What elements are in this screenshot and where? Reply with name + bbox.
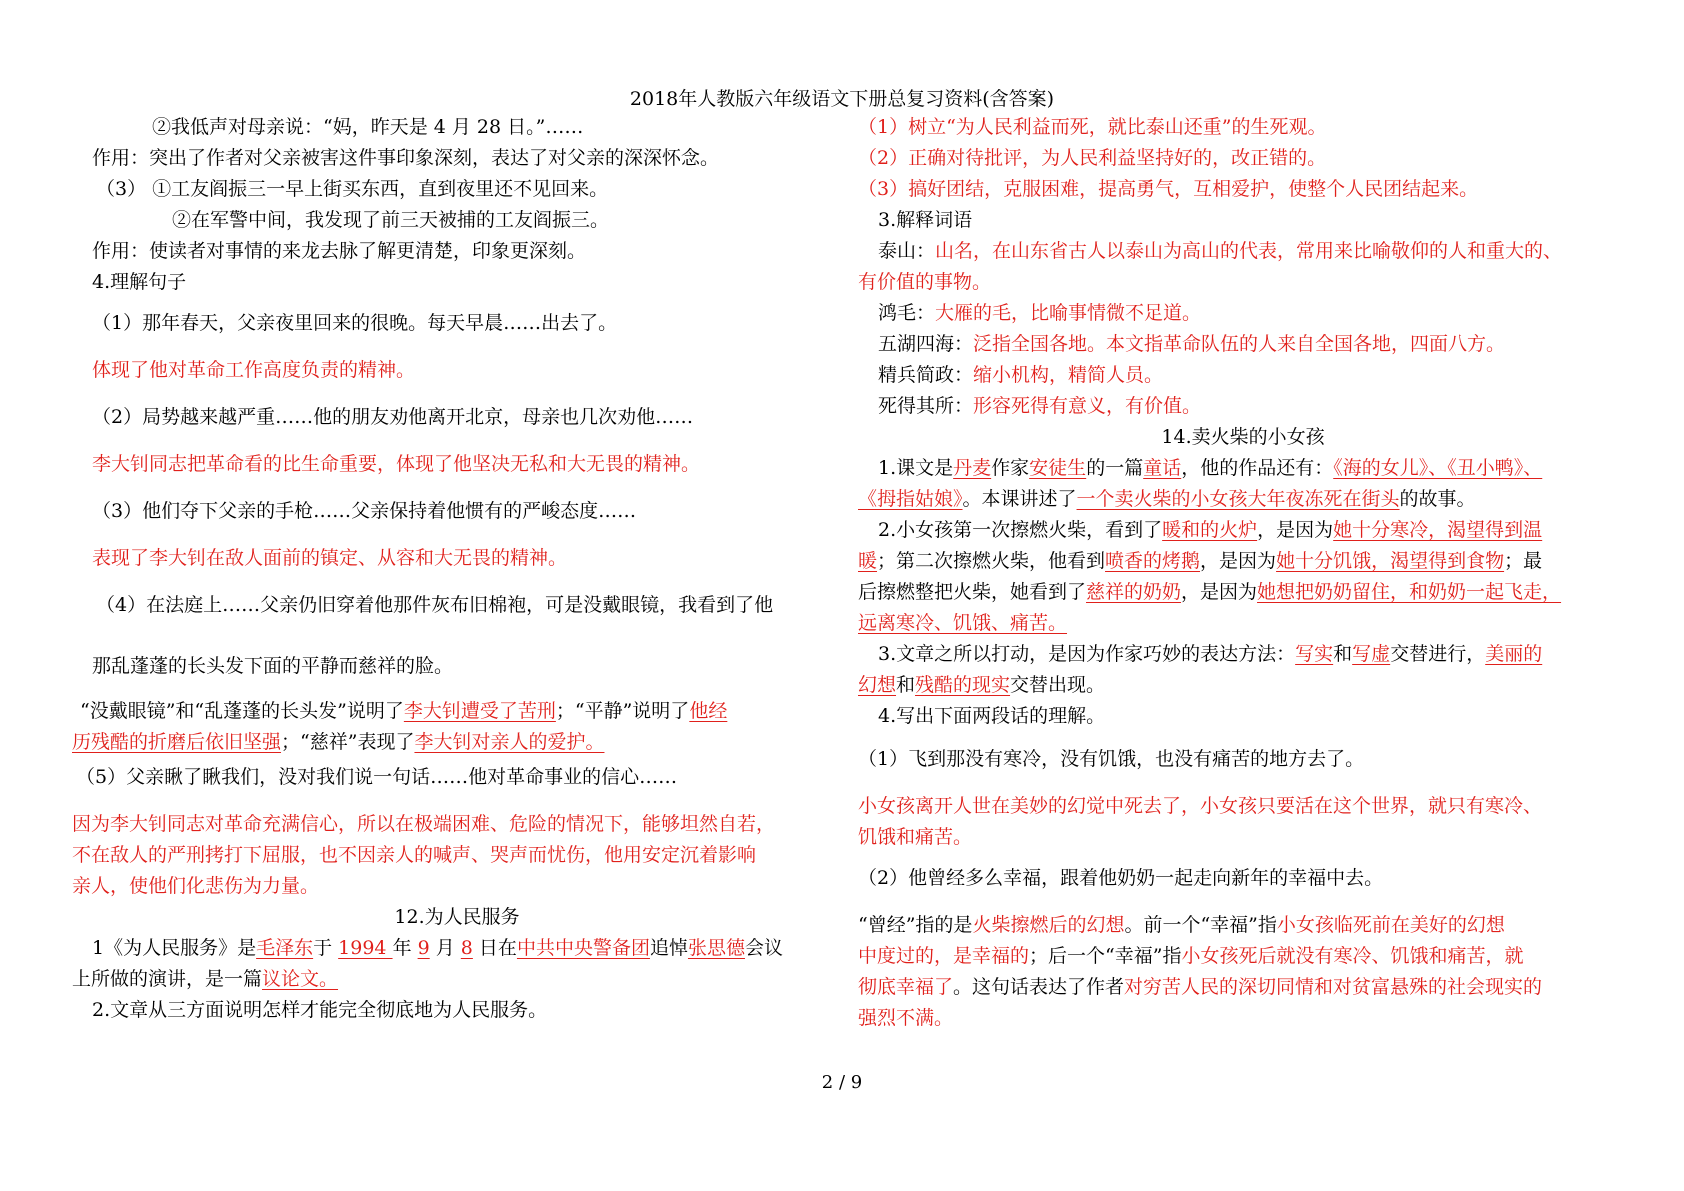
text-line: [858, 1003, 1628, 1034]
text-line: [858, 941, 1628, 972]
answer-blank: 安徒生: [1029, 457, 1087, 479]
answer-blank: 残酷的现实: [915, 674, 1011, 696]
answer-blank: 议论文。: [262, 968, 339, 990]
text-span: （2）他曾经多么幸福，跟着他奶奶一起走向新年的幸福中去。: [858, 867, 1384, 889]
text-line: [858, 744, 1628, 775]
answer-blank: 幻想: [858, 674, 897, 696]
text-line: [858, 298, 1628, 329]
text-line: [72, 112, 842, 143]
text-span: 精兵简政：: [878, 364, 974, 386]
answer-blank: 1994: [338, 937, 393, 959]
answer-text: 大雁的毛，比喻事情微不足道。: [935, 302, 1202, 324]
text-span: ；“慈祥”表现了: [281, 731, 415, 753]
answer-blank: 她十分饥饿，渴望得到食物: [1276, 550, 1505, 572]
answer-text: 对穷苦人民的深切同情和对贫富悬殊的社会现实的: [1124, 976, 1543, 998]
answer-blank: 远离寒冷、饥饿、痛苦。: [858, 612, 1068, 634]
answer-text: 山名，在山东省古人以泰山为高山的代表，常用来比喻敬仰的人和重大的、: [935, 240, 1563, 262]
answer-blank: 他经: [689, 700, 728, 722]
text-line: [858, 112, 1628, 143]
text-line: [858, 701, 1628, 732]
text-span: 追悼: [649, 937, 688, 959]
answer-blank: 童话: [1143, 457, 1182, 479]
left-column: [72, 112, 842, 1026]
text-line: [858, 205, 1628, 236]
text-line: [858, 791, 1628, 822]
text-span: 作家: [991, 457, 1030, 479]
text-span: 。前一个“幸福”指: [1124, 914, 1277, 936]
text-span: ；第二次擦燃火柴，他看到: [877, 550, 1106, 572]
answer-text: 缩小机构，精简人员。: [973, 364, 1164, 386]
text-line: [72, 355, 842, 386]
answer-blank: 她十分寒冷，渴望得到温: [1333, 519, 1543, 541]
text-line: [858, 236, 1628, 267]
answer-text: 体现了他对革命工作高度负责的精神。: [92, 359, 416, 381]
text-span: 交替进行，: [1390, 643, 1486, 665]
text-span: 上所做的演讲，是一篇: [72, 968, 263, 990]
answer-text: （3）搞好团结，克服困难，提高勇气，互相爱护，使整个人民团结起来。: [858, 178, 1479, 200]
text-span: 和: [1333, 643, 1353, 665]
text-line: [858, 910, 1628, 941]
answer-text: 小女孩临死前在美好的幻想: [1276, 914, 1505, 936]
text-span: 那乱蓬蓬的长头发下面的平静而慈祥的脸。: [92, 655, 454, 677]
answer-blank: 慈祥的奶奶: [1086, 581, 1182, 603]
text-span: “没戴眼镜”和“乱蓬蓬的长头发”说明了: [80, 700, 404, 722]
text-line: [72, 809, 842, 840]
text-span: ②我低声对母亲说：“妈，昨天是 4 月 28 日。”……: [152, 116, 584, 138]
answer-blank: 中共中央警备团: [516, 937, 650, 959]
text-line: [72, 762, 842, 793]
text-line: [858, 608, 1628, 639]
text-line: [72, 696, 842, 727]
answer-blank: 她想把奶奶留住，和奶奶一起飞走，: [1257, 581, 1562, 603]
text-span: 日在: [472, 937, 517, 959]
answer-text: 饥饿和痛苦。: [858, 826, 973, 848]
text-span: 作用：使读者对事情的来龙去脉了解更清楚，印象更深刻。: [92, 240, 587, 262]
answer-blank: 历残酷的折磨后依旧坚强: [72, 731, 282, 753]
answer-text: 火柴擦燃后的幻想: [972, 914, 1125, 936]
answer-text: 亲人，使他们化悲伤为力量。: [72, 875, 320, 897]
text-span: 1.课文是: [878, 457, 954, 479]
text-line: [72, 727, 842, 758]
answer-text: 彻底幸福了: [858, 976, 954, 998]
answer-text: （2）正确对待批评，为人民利益坚持好的，改正错的。: [858, 147, 1327, 169]
answer-blank: 喷香的烤鹅: [1105, 550, 1201, 572]
answer-text: 李大钊同志把革命看的比生命重要，体现了他坚决无私和大无畏的精神。: [92, 453, 701, 475]
text-line: [72, 964, 842, 995]
text-span: ②在军警中间，我发现了前三天被捕的工友阎振三。: [172, 209, 610, 231]
answer-blank: 暖和的火炉: [1162, 519, 1258, 541]
answer-text: 有价值的事物。: [858, 271, 992, 293]
text-span: （1）飞到那没有寒冷，没有饥饿，也没有痛苦的地方去了。: [858, 748, 1365, 770]
text-line: [858, 484, 1628, 515]
answer-text: （1）树立“为人民利益而死，就比泰山还重”的生死观。: [858, 116, 1327, 138]
answer-blank: 李大钊遭受了苦刑: [403, 700, 556, 722]
answer-text: 强烈不满。: [858, 1007, 954, 1029]
text-line: [858, 329, 1628, 360]
text-line: [72, 871, 842, 902]
answer-text: 不在敌人的严刑拷打下屈服，也不因亲人的喊声、哭声而忧伤，他用安定沉着影响: [72, 844, 757, 866]
text-line: [858, 639, 1628, 670]
text-span: （5）父亲瞅了瞅我们，没对我们说一句话……他对革命事业的信心……: [76, 766, 678, 788]
answer-blank: 丹麦: [953, 457, 992, 479]
text-line: [72, 308, 842, 339]
text-span: （2）局势越来越严重……他的朋友劝他离开北京，母亲也几次劝他……: [92, 406, 694, 428]
text-span: 的一篇: [1086, 457, 1144, 479]
text-span: ，是因为: [1257, 519, 1334, 541]
text-span: 交替出现。: [1010, 674, 1106, 696]
text-span: （1）那年春天，父亲夜里回来的很晚。每天早晨……出去了。: [92, 312, 618, 334]
text-span: 14.卖火柴的小女孩: [1161, 426, 1325, 448]
text-span: 4.理解句子: [92, 271, 187, 293]
answer-blank: 8: [460, 937, 473, 959]
answer-text: 因为李大钊同志对革命充满信心，所以在极端困难、危险的情况下，能够坦然自若，: [72, 813, 776, 835]
text-span: （3） ①工友阎振三一早上街买东西，直到夜里还不见回来。: [96, 178, 609, 200]
text-span: 3.文章之所以打动，是因为作家巧妙的表达方法：: [878, 643, 1296, 665]
text-span: 会议: [744, 937, 783, 959]
text-span: 2.小女孩第一次擦燃火柴，看到了: [878, 519, 1163, 541]
section-title: [858, 422, 1628, 453]
answer-blank: 张思德: [687, 937, 745, 959]
text-line: [72, 174, 842, 205]
answer-text: 中度过的，是幸福的: [858, 945, 1030, 967]
text-line: [858, 670, 1628, 701]
text-line: [72, 590, 842, 621]
text-line: [858, 515, 1628, 546]
answer-blank: 暖: [858, 550, 878, 572]
text-span: （3）他们夺下父亲的手枪……父亲保持着他惯有的严峻态度……: [92, 500, 637, 522]
text-span: 3.解释词语: [878, 209, 973, 231]
document-header: 2018年人教版六年级语文下册总复习资料(含答案): [629, 88, 1055, 110]
text-span: 五湖四海：: [878, 333, 974, 355]
text-span: 年: [392, 937, 418, 959]
text-span: 4.写出下面两段话的理解。: [878, 705, 1106, 727]
text-line: [72, 496, 842, 527]
text-span: ，他的作品还有：: [1181, 457, 1334, 479]
text-line: [858, 143, 1628, 174]
text-span: 12.为人民服务: [394, 906, 520, 928]
answer-text: 形容死得有意义，有价值。: [973, 395, 1202, 417]
text-line: [72, 543, 842, 574]
answer-blank: 美丽的: [1485, 643, 1543, 665]
text-span: ，是因为: [1200, 550, 1277, 572]
text-line: [858, 577, 1628, 608]
text-line: [72, 205, 842, 236]
text-line: [858, 822, 1628, 853]
text-line: [72, 236, 842, 267]
text-line: [858, 267, 1628, 298]
text-line: [72, 995, 842, 1026]
text-line: [858, 546, 1628, 577]
text-span: 后擦燃整把火柴，她看到了: [858, 581, 1087, 603]
text-line: [858, 972, 1628, 1003]
text-span: 月: [429, 937, 461, 959]
answer-blank: 毛泽东: [256, 937, 314, 959]
answer-blank: 9: [417, 937, 430, 959]
answer-blank: 一个卖火柴的小女孩大年夜冻死在街头: [1076, 488, 1400, 510]
answer-text: 泛指全国各地。本文指革命队伍的人来自全国各地，四面八方。: [973, 333, 1506, 355]
text-line: [858, 863, 1628, 894]
answer-blank: 《海的女儿》、《丑小鸭》、: [1333, 457, 1543, 479]
text-span: （4）在法庭上……父亲仍旧穿着他那件灰布旧棉袍，可是没戴眼镜，我看到了他: [96, 594, 774, 616]
text-line: [72, 143, 842, 174]
answer-blank: 写虚: [1352, 643, 1391, 665]
answer-blank: 李大钊对亲人的爱护。: [414, 731, 605, 753]
text-span: 死得其所：: [878, 395, 974, 417]
text-span: ；后一个“幸福”指: [1029, 945, 1182, 967]
text-span: 。本课讲述了: [962, 488, 1077, 510]
text-span: 于: [313, 937, 339, 959]
text-line: [72, 933, 842, 964]
text-span: ；“平静”说明了: [555, 700, 690, 722]
text-span: 鸿毛：: [878, 302, 936, 324]
text-span: 和: [896, 674, 916, 696]
text-span: ；最: [1504, 550, 1543, 572]
text-line: [72, 651, 842, 682]
text-line: [858, 174, 1628, 205]
answer-blank: 《拇指姑娘》: [858, 488, 963, 510]
text-line: [72, 267, 842, 298]
text-span: 泰山：: [878, 240, 936, 262]
text-span: 。这句话表达了作者: [953, 976, 1125, 998]
text-span: 作用：突出了作者对父亲被害这件事印象深刻，表达了对父亲的深深怀念。: [92, 147, 720, 169]
text-span: 的故事。: [1399, 488, 1476, 510]
text-span: “曾经”指的是: [858, 914, 973, 936]
page-number: 2 / 9: [821, 1072, 863, 1093]
text-span: 1《为人民服务》是: [92, 937, 257, 959]
text-line: [72, 449, 842, 480]
text-line: [858, 391, 1628, 422]
answer-text: 小女孩死后就没有寒冷、饥饿和痛苦，就: [1181, 945, 1524, 967]
answer-blank: 写实: [1295, 643, 1334, 665]
answer-text: 小女孩离开人世在美妙的幻觉中死去了，小女孩只要活在这个世界，就只有寒冷、: [858, 795, 1543, 817]
text-line: [858, 360, 1628, 391]
text-span: 2.文章从三方面说明怎样才能完全彻底地为人民服务。: [92, 999, 548, 1021]
text-line: [858, 453, 1628, 484]
right-column: [858, 112, 1628, 1034]
text-line: [72, 840, 842, 871]
text-span: ，是因为: [1181, 581, 1258, 603]
answer-text: 表现了李大钊在敌人面前的镇定、从容和大无畏的精神。: [92, 547, 568, 569]
section-title: [72, 902, 842, 933]
text-line: [72, 402, 842, 433]
